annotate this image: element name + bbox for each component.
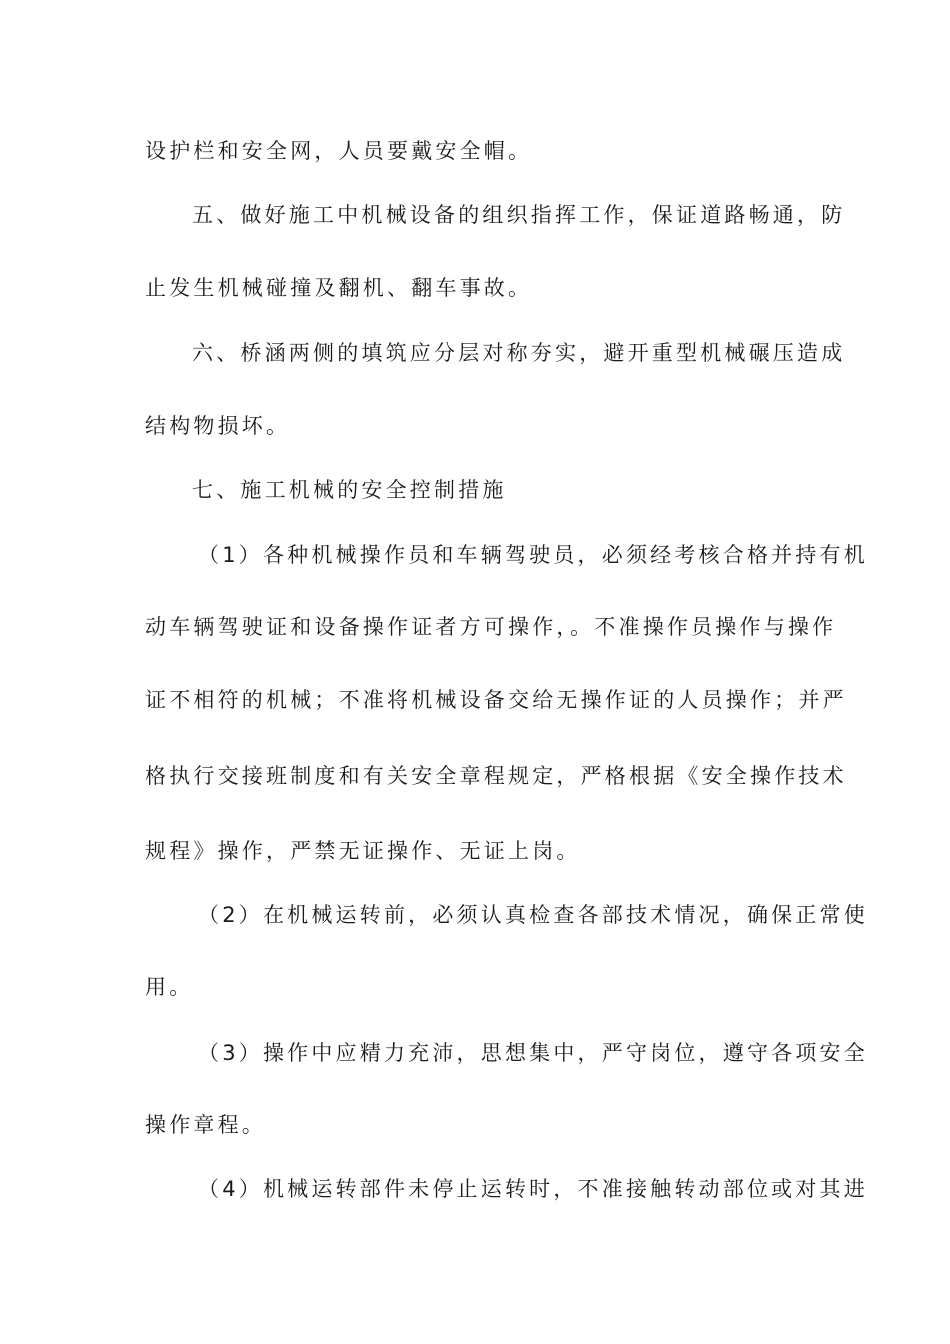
item-1-start: （1）各种机械操作员和车辆驾驶员，必须经考核合格并持有机 [198,543,868,567]
text-line: 用。 [145,975,194,999]
text-line: 结构物损坏。 [145,414,291,438]
section-seven-heading: 七、施工机械的安全控制措施 [192,478,507,502]
text-line: 规程》操作，严禁无证操作、无证上岗。 [145,839,581,863]
section-six-heading: 六、桥涵两侧的填筑应分层对称夯实，避开重型机械碾压造成 [192,341,846,365]
text-line: 动车辆驾驶证和设备操作证者方可操作，。不准操作员操作与操作 [145,615,837,639]
section-five-heading: 五、做好施工中机械设备的组织指挥工作，保证道路畅通，防 [192,203,846,227]
text-line: 格执行交接班制度和有关安全章程规定，严格根据《安全操作技术 [145,764,847,788]
item-2-start: （2）在机械运转前，必须认真检查各部技术情况，确保正常使 [198,903,868,927]
text-line: 止发生机械碰撞及翻机、翻车事故。 [145,276,533,300]
text-line: 设护栏和安全网，人员要戴安全帽。 [145,139,533,163]
text-line: 证不相符的机械；不准将机械设备交给无操作证的人员操作；并严 [145,688,847,712]
item-3-start: （3）操作中应精力充沛，思想集中，严守岗位，遵守各项安全 [198,1041,868,1065]
text-line: 操作章程。 [145,1113,266,1137]
item-4-start: （4）机械运转部件未停止运转时，不准接触转动部位或对其进 [198,1177,868,1201]
